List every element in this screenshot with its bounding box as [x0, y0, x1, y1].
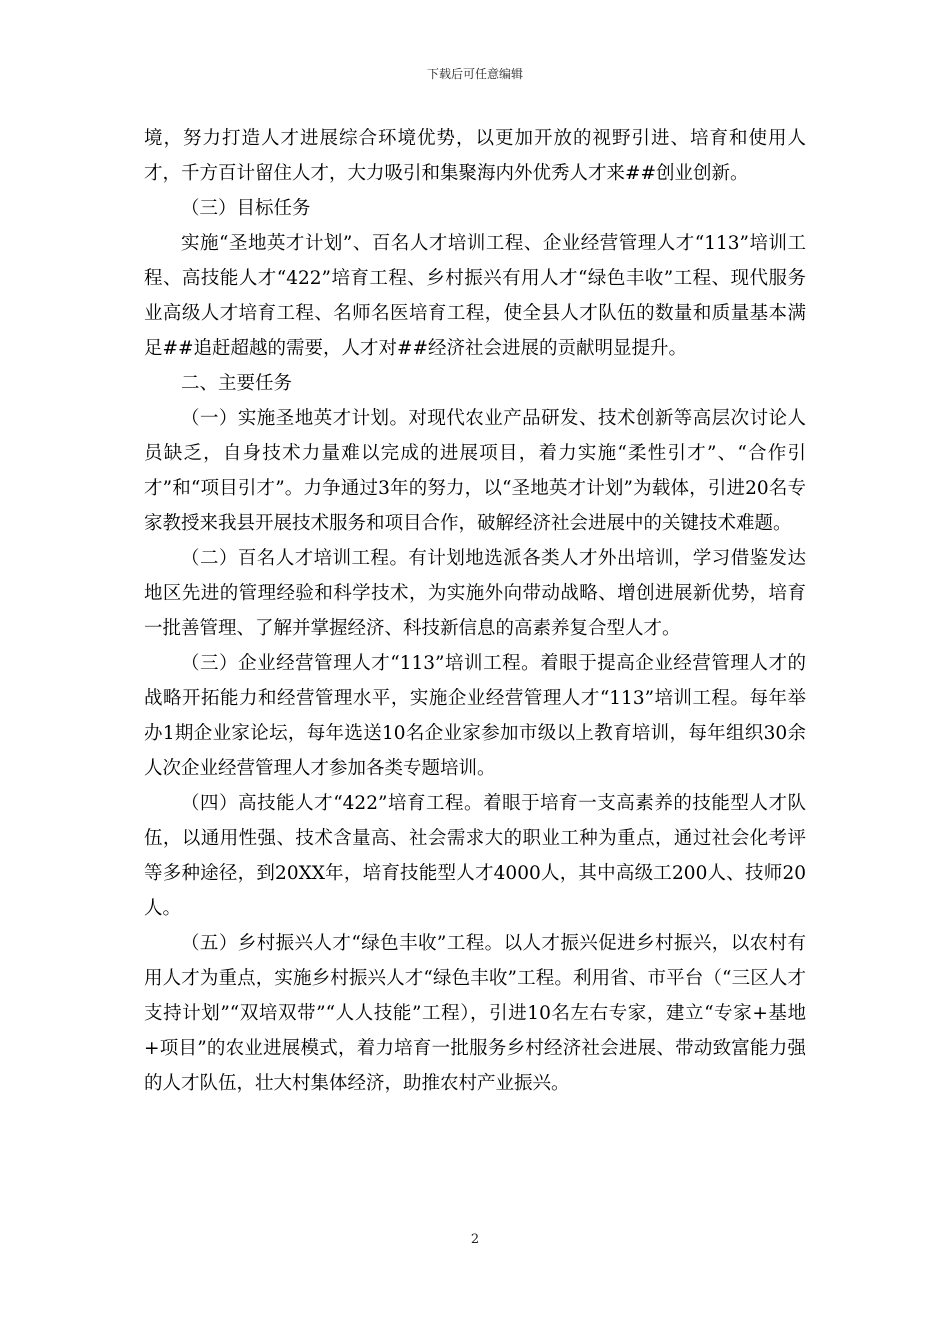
- paragraph-task-4: （四）高技能人才“422”培育工程。着眼于培育一支高素养的技能型人才队伍，以通用性强、技术含量高、社会需求大的职业工种为重点，通过社会化考评等多种途径，到20XX年，培育技能型人才4000人，其中高级工200人、技师20人。: [144, 793, 806, 919]
- paragraph-task-1: （一）实施圣地英才计划。对现代农业产品研发、技术创新等高层次讨论人员缺乏，自身技术力量难以完成的进展项目，着力实施“柔性引才”、“合作引才”和“项目引才”。力争通过3年的努力，以“圣地英才计划”为载体，引进20名专家教授来我县开展技术服务和项目合作，破解经济社会进展中的关键技术难题。: [144, 408, 806, 534]
- section-heading-goals: （三）目标任务: [181, 198, 311, 219]
- paragraph-continuation: 境，努力打造人才进展综合环境优势，以更加开放的视野引进、培育和使用人才，千方百计留住人才，大力吸引和集聚海内外优秀人才来##创业创新。: [144, 128, 806, 184]
- page-number: 2: [470, 1232, 480, 1247]
- paragraph-goals: 实施“圣地英才计划”、百名人才培训工程、企业经营管理人才“113”培训工程、高技能人才“422”培育工程、乡村振兴有用人才“绿色丰收”工程、现代服务业高级人才培育工程、名师名医培育工程，使全县人才队伍的数量和质量基本满足##追赶超越的需要，人才对##经济社会进展的贡献明显提升。: [144, 233, 806, 359]
- paragraph-task-5: （五）乡村振兴人才“绿色丰收”工程。以人才振兴促进乡村振兴，以农村有用人才为重点，实施乡村振兴人才“绿色丰收”工程。利用省、市平台（“三区人才支持计划”“双培双带”“人人技能”工程），引进10名左右专家，建立“专家+基地+项目”的农业进展模式，着力培育一批服务乡村经济社会进展、带动致富能力强的人才队伍，壮大村集体经济，助推农村产业振兴。: [144, 933, 806, 1094]
- document-body: [144, 121, 806, 1101]
- paragraph-task-3: （三）企业经营管理人才“113”培训工程。着眼于提高企业经营管理人才的战略开拓能力和经营管理水平，实施企业经营管理人才“113”培训工程。每年举办1期企业家论坛，每年选送10名企业家参加市级以上教育培训，每年组织30余人次企业经营管理人才参加各类专题培训。: [144, 653, 806, 779]
- page-header: 下载后可任意编辑: [426, 67, 523, 81]
- paragraph-task-2: （二）百名人才培训工程。有计划地选派各类人才外出培训，学习借鉴发达地区先进的管理经验和科学技术，为实施外向带动战略、增创进展新优势，培育一批善管理、了解并掌握经济、科技新信息的高素养复合型人才。: [144, 548, 806, 639]
- section-heading-main-tasks: 二、主要任务: [181, 373, 293, 394]
